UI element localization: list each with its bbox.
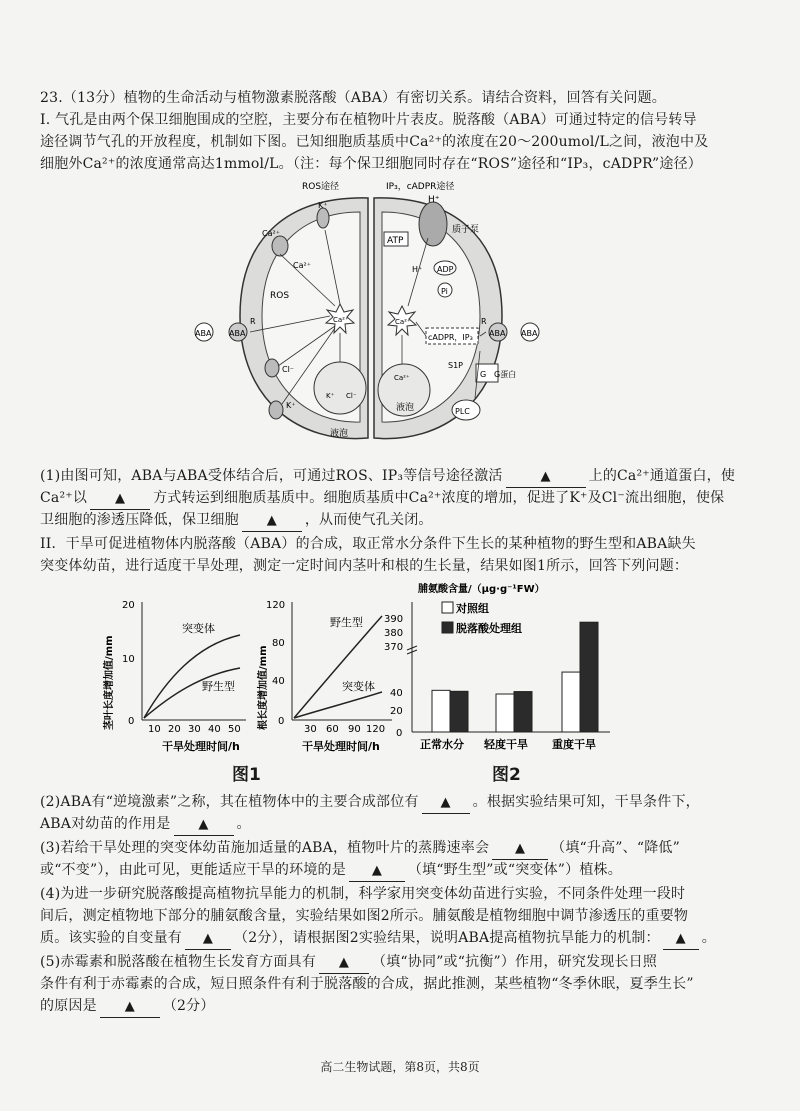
fig1a-ytick-20: 20	[122, 600, 135, 611]
fig1b-xtick-30: 30	[304, 724, 317, 735]
bar-aba-1	[514, 692, 532, 732]
legend-control-swatch	[442, 602, 453, 613]
fig1a-xtick-20: 20	[168, 724, 181, 735]
legend-control-label: 对照组	[456, 602, 489, 615]
q4-text-c: 质。该实验的自变量有	[40, 930, 182, 946]
q3-text-a: (3)若给干旱处理的突变体幼苗施加适量的ABA，植物叶片的蒸腾速率会	[40, 840, 490, 856]
adp-label: ADP	[437, 265, 454, 274]
fig2-cat-2: 重度干旱	[552, 738, 596, 750]
fig1b-xtick-120: 120	[366, 724, 386, 735]
bar-control-0	[432, 690, 450, 732]
fig1b-xtick-60: 60	[326, 724, 339, 735]
q3-text-c: 或“不变”），由此可见，更能适应干旱的环境的是	[40, 862, 346, 878]
fig1a-xtick-10: 10	[148, 724, 161, 735]
proton-pump-label: 质子泵	[452, 225, 480, 235]
fig1b-wild-label: 野生型	[330, 616, 363, 629]
ip3-pathway-label: IP₃，cADPR途径	[386, 182, 455, 192]
bar-control-1	[496, 694, 514, 732]
q2-blank-2[interactable]: ▲	[174, 814, 234, 836]
q4-blank-2[interactable]: ▲	[663, 928, 699, 950]
fig1b-wild-curve	[294, 616, 382, 718]
q1-text-c: Ca²⁺以	[40, 490, 88, 506]
receptor-left: R	[250, 317, 256, 326]
aba-right-inner: ABA	[489, 329, 506, 338]
aba-left-outer: ABA	[195, 329, 212, 338]
s1p-label: S1P	[448, 361, 463, 370]
q3-line-2	[40, 860, 760, 882]
fig2-ytick-390: 390	[384, 614, 404, 625]
fig1b-mutant-label: 突变体	[342, 680, 375, 693]
q1-blank-1[interactable]: ▲	[506, 466, 586, 488]
ca-star-right: Ca²⁺	[395, 318, 411, 326]
bar-control-2	[562, 672, 580, 732]
q4-blank-1[interactable]: ▲	[185, 928, 231, 950]
q3-blank-1[interactable]: ▲	[492, 838, 548, 860]
fig1b-mutant-curve	[294, 692, 382, 718]
q1-line-2	[40, 488, 760, 510]
q5-line-1	[40, 952, 760, 974]
fig1b-xtick-90: 90	[348, 724, 361, 735]
q4-line-3	[40, 928, 760, 950]
q2-text-a: (2)ABA有“逆境激素”之称，其在植物体中的主要合成部位有	[40, 794, 419, 810]
fig2-ytick-380: 380	[384, 628, 404, 639]
intro-line-2: I. 气孔是由两个保卫细胞围成的空腔，主要分布在植物叶片表皮。脱落酸（ABA）可通过特定的信号转导	[40, 112, 697, 128]
k-plus-label-bottom: K⁺	[286, 401, 296, 410]
fig1-shoot-chart	[96, 590, 258, 758]
intro-line-4: 细胞外Ca²⁺的浓度通常高达1mmol/L。（注：每个保卫细胞同时存在“ROS”途径和“IP₃，cADPR”途径）	[40, 156, 703, 172]
q4-text-e: 。	[701, 930, 716, 946]
g-label: G	[480, 370, 487, 379]
q1-text-d: 方式转运到细胞质基质中。细胞质基质中Ca²⁺浓度的增加，促进了K⁺及Cl⁻流出细胞，使保	[153, 490, 725, 506]
fig2-cat-0: 正常水分	[420, 738, 464, 750]
receptor-right: R	[481, 317, 487, 326]
h-plus-label-inner: H⁺	[412, 265, 423, 274]
legend-aba-label: 脱落酸处理组	[456, 622, 522, 635]
q1-text-e: 卫细胞的渗透压降低，保卫细胞	[40, 512, 239, 528]
q3-text-d: （填“野生型”或“突变体”）植株。	[407, 862, 622, 878]
q5-blank-1[interactable]: ▲	[319, 952, 369, 974]
fig2-title: 图2	[492, 765, 521, 785]
bar-aba-2	[580, 622, 598, 732]
fig1b-ytick-0: 0	[278, 716, 285, 727]
ros-label: ROS	[270, 291, 290, 301]
h-plus-label: H⁺	[428, 195, 440, 205]
q4-line-1: (4)为进一步研究脱落酸提高植物抗旱能力的机制，科学家用突变体幼苗进行实验，不同条件处理一段时	[40, 886, 686, 902]
q5-line-3	[40, 996, 760, 1018]
q4-line-2: 间后，测定植物地下部分的脯氨酸含量，实验结果如图2所示。脯氨酸是植物细胞中调节渗透压的重要物	[40, 908, 689, 924]
ros-pathway-label: ROS途径	[302, 182, 340, 192]
fig1a-wild-curve	[144, 668, 240, 718]
q1-text-a: (1)由图可知，ABA与ABA受体结合后，可通过ROS、IP₃等信号途径激活	[40, 468, 503, 484]
fig2-ytick-20: 20	[390, 706, 403, 717]
fig2-ytick-40: 40	[390, 688, 403, 699]
fig1b-ytick-80: 80	[272, 638, 285, 649]
part2-line-1: II．干旱可促进植物体内脱落酸（ABA）的合成，取正常水分条件下生长的某种植物的野生型和ABA缺失	[40, 536, 696, 552]
fig1b-ytick-120: 120	[266, 600, 286, 611]
cadpr-ip3-box: cADPR，IP₃	[428, 333, 473, 342]
q3-line-1	[40, 838, 760, 860]
k-plus-vacuole: K⁺	[326, 392, 335, 400]
page-footer: 高二生物试题，第8页，共8页	[320, 1060, 480, 1074]
ca-star-left: Ca²⁺	[333, 316, 349, 324]
q2-blank-1[interactable]: ▲	[422, 792, 470, 814]
guard-cell-diagram	[190, 176, 550, 458]
q2-line-2	[40, 814, 760, 836]
atp-label: ATP	[387, 236, 404, 246]
q2-line-1	[40, 792, 760, 814]
q5-line-2: 条件有利于赤霉素的合成，短日照条件有利于脱落酸的合成，据此推测，某些植物“冬季休眠，夏季生长”	[40, 976, 694, 992]
q3-text-b: （填“升高”、“降低”	[551, 840, 680, 856]
fig2-ytick-370: 370	[384, 642, 404, 653]
q5-text-e: （2分）	[162, 998, 215, 1014]
fig1a-wild-label: 野生型	[202, 680, 235, 693]
legend-aba-swatch	[442, 622, 453, 633]
q1-line-3	[40, 510, 760, 532]
q1-line-1	[40, 466, 760, 488]
vacuole-right: 液泡	[396, 403, 415, 413]
q4-text-d: （2分），请根据图2实验结果，说明ABA提高植物抗旱能力的机制：	[234, 930, 660, 946]
plc-label: PLC	[455, 407, 470, 416]
fig1a-ytick-10: 10	[122, 654, 135, 665]
fig1a-ytick-0: 0	[128, 716, 135, 727]
fig2-bar-chart	[380, 580, 640, 750]
fig1b-ylabel: 根长度增加值/mm	[258, 645, 269, 730]
intro-line-3: 途径调节气孔的开放程度，机制如下图。已知细胞质基质中Ca²⁺的浓度在20～200umol/L之间，液泡中及	[40, 134, 709, 150]
part2-line-2: 突变体幼苗，进行适度干旱处理，测定一定时间内茎叶和根的生长量，结果如图1所示，回答下列问题：	[40, 558, 689, 574]
q5-text-d: 的原因是	[40, 998, 97, 1014]
ca-label-left-2: Ca²⁺	[293, 261, 311, 270]
fig2-ytick-0: 0	[396, 728, 403, 739]
fig1b-ytick-40: 40	[272, 676, 285, 687]
pi-label: Pi	[441, 287, 448, 296]
fig1a-ylabel: 茎叶长度增加值/mm	[104, 635, 115, 730]
cl-vacuole: Cl⁻	[346, 392, 357, 400]
q5-blank-1b[interactable]: ▲	[100, 996, 160, 1018]
fig1a-xtick-40: 40	[208, 724, 221, 735]
q1-text-f: ，从而使气孔关闭。	[304, 512, 433, 528]
bar-aba-0	[450, 691, 468, 732]
fig2-ylabel: 脯氨酸含量/（μg·g⁻¹FW）	[418, 584, 545, 595]
question-23-title: 23.（13分）植物的生命活动与植物激素脱落酸（ABA）有密切关系。请结合资料，回答有关问题。	[40, 90, 666, 106]
fig1a-mutant-label: 突变体	[182, 622, 215, 635]
cl-label-left: Cl⁻	[282, 365, 295, 374]
fig1a-xtick-50: 50	[228, 724, 241, 735]
fig1a-xtick-30: 30	[188, 724, 201, 735]
q1-blank-3[interactable]: ▲	[242, 510, 302, 532]
q5-text-a: (5)赤霉素和脱落酸在植物生长发育方面具有	[40, 954, 317, 970]
fig1-title: 图1	[232, 765, 261, 785]
aba-left-inner: ABA	[229, 329, 246, 338]
q1-text-b: 上的Ca²⁺通道蛋白，使	[588, 468, 736, 484]
ca-label-left: Ca²⁺	[262, 229, 280, 238]
q3-blank-2[interactable]: ▲	[349, 860, 405, 882]
fig1b-xlabel: 干旱处理时间/h	[302, 740, 380, 753]
q2-text-b: 。根据实验结果可知，干旱条件下，	[472, 794, 700, 810]
fig1a-xlabel: 干旱处理时间/h	[162, 740, 240, 753]
q1-blank-2[interactable]: ▲	[90, 488, 150, 510]
aba-right-outer: ABA	[521, 329, 538, 338]
vacuole-left: 液泡	[330, 429, 349, 439]
ca-vacuole-right: Ca²⁺	[394, 374, 410, 382]
q2-text-d: 。	[236, 816, 251, 832]
q2-text-c: ABA对幼苗的作用是	[40, 816, 171, 832]
g-protein-label: G蛋白	[494, 370, 517, 379]
k-plus-label-top: K⁺	[318, 201, 328, 210]
q5-text-b: （填“协同”或“抗衡”）作用，研究发现长日照	[372, 954, 658, 970]
fig2-cat-1: 轻度干旱	[484, 738, 528, 750]
